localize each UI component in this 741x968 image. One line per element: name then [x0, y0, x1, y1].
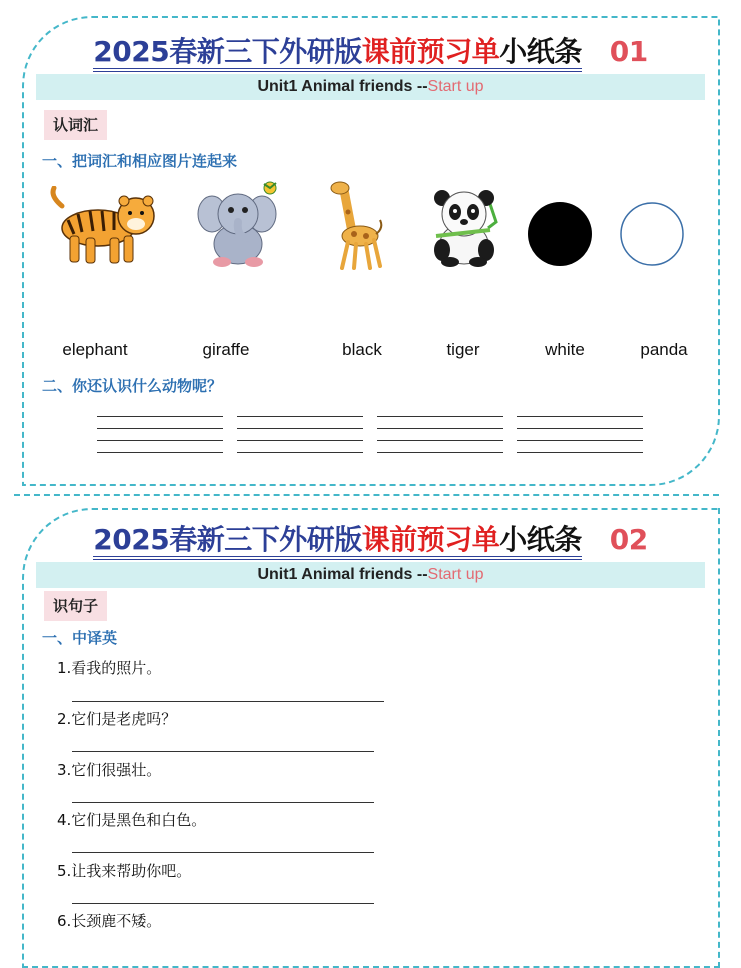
title-preview: 课前预习单 — [362, 35, 500, 72]
writing-lines-3[interactable] — [377, 416, 503, 464]
writing-lines-4[interactable] — [517, 416, 643, 464]
sheet-number: 02 — [609, 523, 648, 556]
title-preview: 课前预习单 — [362, 523, 500, 560]
unit-title: Unit1 Animal friends -- — [257, 78, 428, 95]
question-5: 5.让我来帮助你吧。 — [57, 862, 192, 880]
word-tiger: tiger — [446, 340, 480, 359]
answer-line-4[interactable] — [72, 852, 374, 853]
question-3: 3.它们很强壮。 — [57, 761, 162, 779]
answer-line-1[interactable] — [72, 701, 384, 702]
question-2: 2.它们是老虎吗？ — [57, 710, 177, 728]
sheet-number: 01 — [609, 35, 648, 68]
sentence-tag: 识句子 — [44, 591, 107, 621]
unit-subtitle: Start up — [427, 566, 484, 583]
word-panda: panda — [640, 340, 688, 359]
title-note: 小纸条 — [499, 523, 582, 560]
answer-line-2[interactable] — [72, 751, 374, 752]
question-4: 4.它们是黑色和白色。 — [57, 811, 207, 829]
answer-line-5[interactable] — [72, 903, 374, 904]
white-circle-picture — [618, 200, 686, 268]
unit-title: Unit1 Animal friends -- — [257, 566, 428, 583]
sheet-title-02 — [0, 518, 741, 558]
giraffe-picture — [322, 178, 386, 272]
section-translate-heading: 一、中译英 — [42, 629, 118, 647]
writing-lines-2[interactable] — [237, 416, 363, 464]
answer-line-3[interactable] — [72, 802, 374, 803]
elephant-picture — [192, 178, 284, 270]
question-1: 1.看我的照片。 — [57, 659, 162, 677]
unit-banner — [36, 562, 705, 588]
panda-picture — [426, 186, 502, 268]
writing-lines-1[interactable] — [97, 416, 223, 464]
word-giraffe: giraffe — [202, 340, 250, 359]
section-match-heading: 一、把词汇和相应图片连起来 — [42, 152, 238, 170]
unit-subtitle: Start up — [427, 78, 484, 95]
title-publisher: 2025春新三下外研版 — [93, 523, 361, 560]
word-white: white — [545, 340, 585, 359]
vocab-tag: 认词汇 — [44, 110, 107, 140]
black-circle-picture — [526, 200, 594, 268]
section-other-animals-heading: 二、你还认识什么动物呢？ — [42, 377, 223, 395]
tiger-picture — [48, 186, 160, 268]
question-6: 6.长颈鹿不矮。 — [57, 912, 162, 930]
title-note: 小纸条 — [499, 35, 582, 72]
cut-line — [14, 494, 719, 496]
unit-banner — [36, 74, 705, 100]
word-black: black — [342, 340, 382, 359]
word-elephant: elephant — [62, 340, 128, 359]
sheet-title-01 — [0, 30, 741, 70]
title-publisher: 2025春新三下外研版 — [93, 35, 361, 72]
